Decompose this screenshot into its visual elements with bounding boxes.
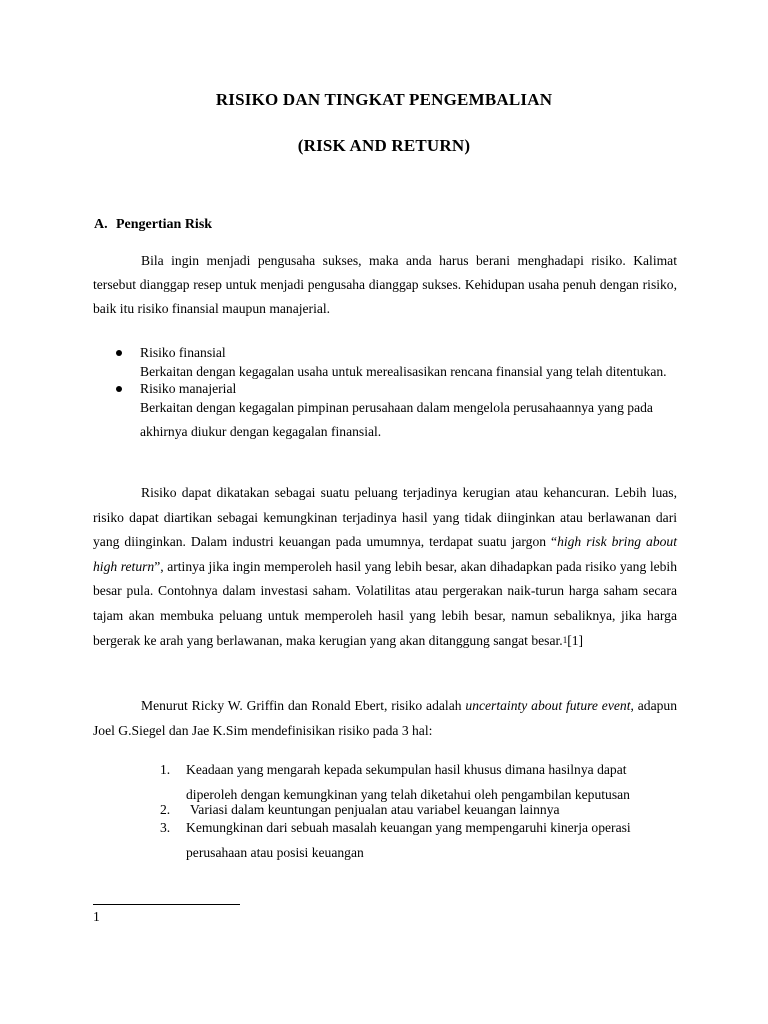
list-item-text: Variasi dalam keuntungan penjualan atau variabel keuangan lainnya	[190, 802, 560, 818]
paragraph-text-after-italic: , adapun Joel G.Siegel dan Jae K.Sim mendefinisikan risiko pada 3 hal:	[93, 698, 677, 738]
jargon-quote: high risk bring about high return	[93, 534, 677, 574]
paragraph-text-after-quote: ”, artinya jika ingin memperoleh hasil yang lebih besar, akan dihadapkan pada risiko yang lebih besar pula. Contohnya dalam investasi saham. Volatilitas atau pergerakan naik-turun harga saham secara tajam akan membuka peluang untuk memperoleh hasil yang lebih besar, namun sebaliknya, jika harga bergerak ke arah yang berlawanan, maka kerugian yang akan ditanggung sangat besar.	[93, 558, 677, 648]
bullet-description: Berkaitan dengan kegagalan pimpinan perusahaan dalam mengelola perusahaannya yang pada akhirnya diukur dengan kegagalan finansial.	[140, 400, 653, 439]
bullet-title: Risiko finansial	[140, 345, 226, 360]
bullet-icon	[116, 350, 122, 356]
list-item-text: Kemungkinan dari sebuah masalah keuangan yang mempengaruhi kinerja operasi perusahaan atau posisi keuangan	[186, 820, 631, 861]
citation-link[interactable]: [1]	[567, 632, 584, 648]
risk-types-list	[116, 344, 676, 444]
list-item	[116, 380, 676, 444]
document-title: RISIKO DAN TINGKAT PENGEMBALIAN	[215, 90, 553, 109]
list-item	[160, 815, 680, 865]
definition-list	[160, 758, 680, 865]
paragraph-text-before-quote: Risiko dapat dikatakan sebagai suatu peluang terjadinya kerugian atau kehancuran. Lebih luas, risiko dapat diartikan sebagai kemungkinan terjadinya hasil yang tidak diinginkan atau berlawanan dari yang diinginkan. Dalam industri keuangan pada umumnya, terdapat suatu jargon “	[93, 485, 677, 550]
italic-term: uncertainty about future event	[465, 698, 631, 713]
paragraph-intro	[93, 249, 677, 320]
list-number: 3.	[160, 820, 171, 836]
footnote-number: 1	[93, 909, 100, 924]
paragraph-text-before-italic: Menurut Ricky W. Griffin dan Ronald Ebert, risiko adalah	[141, 698, 466, 713]
list-number: 2.	[160, 802, 171, 818]
footnote-separator	[93, 904, 240, 905]
list-number: 1.	[160, 762, 171, 777]
paragraph-definitions-intro	[93, 694, 677, 743]
list-item-text: Keadaan yang mengarah kepada sekumpulan hasil khusus dimana hasilnya dapat diperoleh dengan kemungkinan yang telah diketahui oleh pengambilan keputusan	[186, 762, 630, 802]
footnote-reference[interactable]: 1	[562, 634, 568, 645]
list-item	[116, 344, 676, 384]
section-heading	[94, 217, 212, 233]
list-item	[160, 758, 680, 807]
document-subtitle: (RISK AND RETURN)	[297, 136, 471, 155]
bullet-title: Risiko manajerial	[140, 381, 237, 396]
paragraph-risk-definition	[93, 481, 677, 653]
section-letter: A.	[94, 217, 108, 232]
section-heading-text: Pengertian Risk	[116, 217, 213, 232]
bullet-description: Berkaitan dengan kegagalan usaha untuk merealisasikan rencana finansial yang telah ditentukan.	[140, 364, 667, 379]
bullet-icon	[116, 386, 122, 392]
paragraph-intro-text: Bila ingin menjadi pengusaha sukses, maka anda harus berani menghadapi risiko. Kalimat tersebut dianggap resep untuk menjadi pengusaha dianggap sukses. Kehidupan usaha penuh dengan risiko, baik itu risiko finansial maupun manajerial.	[93, 253, 677, 316]
